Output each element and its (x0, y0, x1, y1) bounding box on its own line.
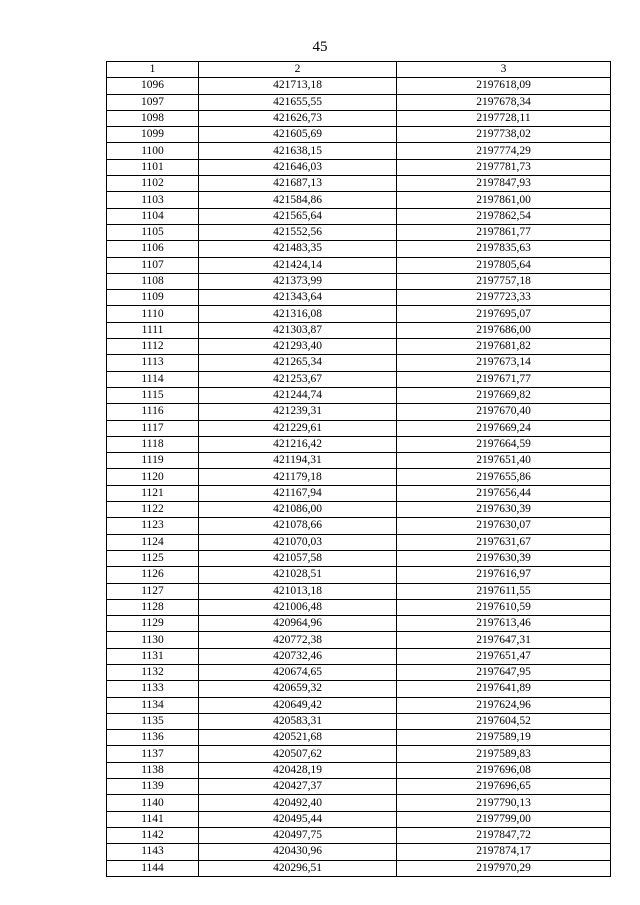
table-row (107, 306, 611, 322)
point-number-cell: 1110 (107, 306, 199, 322)
point-number-cell: 1136 (107, 730, 199, 746)
table-row (107, 730, 611, 746)
point-number-cell: 1124 (107, 534, 199, 550)
y-coordinate-cell: 2197611,55 (397, 583, 611, 599)
x-coordinate-cell: 421239,31 (199, 404, 397, 420)
y-coordinate-cell: 2197655,86 (397, 469, 611, 485)
x-coordinate-cell: 420659,32 (199, 681, 397, 697)
x-coordinate-cell: 421179,18 (199, 469, 397, 485)
point-number-cell: 1122 (107, 502, 199, 518)
point-number-cell: 1100 (107, 143, 199, 159)
y-coordinate-cell: 2197630,07 (397, 518, 611, 534)
y-coordinate-cell: 2197847,93 (397, 176, 611, 192)
x-coordinate-cell: 421057,58 (199, 550, 397, 566)
table-row (107, 371, 611, 387)
y-coordinate-cell: 2197738,02 (397, 127, 611, 143)
table-row (107, 697, 611, 713)
y-coordinate-cell: 2197656,44 (397, 485, 611, 501)
table-row (107, 762, 611, 778)
point-number-cell: 1120 (107, 469, 199, 485)
point-number-cell: 1097 (107, 94, 199, 110)
x-coordinate-cell: 421028,51 (199, 567, 397, 583)
x-coordinate-cell: 420492,40 (199, 795, 397, 811)
y-coordinate-cell: 2197651,40 (397, 453, 611, 469)
point-number-cell: 1111 (107, 322, 199, 338)
header-cell-2: 2 (199, 62, 397, 78)
point-number-cell: 1140 (107, 795, 199, 811)
y-coordinate-cell: 2197681,82 (397, 339, 611, 355)
x-coordinate-cell: 421078,66 (199, 518, 397, 534)
x-coordinate-cell: 420649,42 (199, 697, 397, 713)
x-coordinate-cell: 421229,61 (199, 420, 397, 436)
point-number-cell: 1143 (107, 844, 199, 860)
table-row (107, 779, 611, 795)
x-coordinate-cell: 421086,00 (199, 502, 397, 518)
x-coordinate-cell: 421293,40 (199, 339, 397, 355)
table-row (107, 143, 611, 159)
y-coordinate-cell: 2197835,63 (397, 241, 611, 257)
table-row (107, 550, 611, 566)
table-row (107, 583, 611, 599)
x-coordinate-cell: 420732,46 (199, 648, 397, 664)
x-coordinate-cell: 421655,55 (199, 94, 397, 110)
y-coordinate-cell: 2197618,09 (397, 78, 611, 94)
point-number-cell: 1102 (107, 176, 199, 192)
point-number-cell: 1138 (107, 762, 199, 778)
y-coordinate-cell: 2197805,64 (397, 257, 611, 273)
y-coordinate-cell: 2197589,19 (397, 730, 611, 746)
point-number-cell: 1117 (107, 420, 199, 436)
x-coordinate-cell: 421343,64 (199, 290, 397, 306)
y-coordinate-cell: 2197723,33 (397, 290, 611, 306)
table-row (107, 713, 611, 729)
y-coordinate-cell: 2197616,97 (397, 567, 611, 583)
point-number-cell: 1115 (107, 387, 199, 403)
x-coordinate-cell: 421303,87 (199, 322, 397, 338)
y-coordinate-cell: 2197630,39 (397, 502, 611, 518)
point-number-cell: 1135 (107, 713, 199, 729)
y-coordinate-cell: 2197610,59 (397, 599, 611, 615)
table-row (107, 632, 611, 648)
y-coordinate-cell: 2197696,08 (397, 762, 611, 778)
y-coordinate-cell: 2197641,89 (397, 681, 611, 697)
table-row (107, 502, 611, 518)
table-row (107, 159, 611, 175)
y-coordinate-cell: 2197647,31 (397, 632, 611, 648)
x-coordinate-cell: 421424,14 (199, 257, 397, 273)
point-number-cell: 1128 (107, 599, 199, 615)
table-row (107, 387, 611, 403)
y-coordinate-cell: 2197970,29 (397, 860, 611, 876)
y-coordinate-cell: 2197874,17 (397, 844, 611, 860)
y-coordinate-cell: 2197861,00 (397, 192, 611, 208)
table-row (107, 827, 611, 843)
y-coordinate-cell: 2197669,82 (397, 387, 611, 403)
point-number-cell: 1127 (107, 583, 199, 599)
point-number-cell: 1123 (107, 518, 199, 534)
y-coordinate-cell: 2197669,24 (397, 420, 611, 436)
table-row (107, 860, 611, 876)
header-cell-3: 3 (397, 62, 611, 78)
y-coordinate-cell: 2197604,52 (397, 713, 611, 729)
point-number-cell: 1105 (107, 224, 199, 240)
y-coordinate-cell: 2197630,39 (397, 550, 611, 566)
table-row (107, 339, 611, 355)
x-coordinate-cell: 421167,94 (199, 485, 397, 501)
point-number-cell: 1144 (107, 860, 199, 876)
table-row (107, 811, 611, 827)
x-coordinate-cell: 421605,69 (199, 127, 397, 143)
y-coordinate-cell: 2197624,96 (397, 697, 611, 713)
point-number-cell: 1133 (107, 681, 199, 697)
point-number-cell: 1108 (107, 273, 199, 289)
table-row (107, 616, 611, 632)
point-number-cell: 1113 (107, 355, 199, 371)
x-coordinate-cell: 421194,31 (199, 453, 397, 469)
y-coordinate-cell: 2197757,18 (397, 273, 611, 289)
point-number-cell: 1104 (107, 208, 199, 224)
x-coordinate-cell: 421483,35 (199, 241, 397, 257)
table-row (107, 681, 611, 697)
point-number-cell: 1132 (107, 664, 199, 680)
table-row (107, 420, 611, 436)
point-number-cell: 1139 (107, 779, 199, 795)
point-number-cell: 1119 (107, 453, 199, 469)
table-row (107, 795, 611, 811)
y-coordinate-cell: 2197799,00 (397, 811, 611, 827)
y-coordinate-cell: 2197774,29 (397, 143, 611, 159)
point-number-cell: 1103 (107, 192, 199, 208)
point-number-cell: 1129 (107, 616, 199, 632)
point-number-cell: 1137 (107, 746, 199, 762)
y-coordinate-cell: 2197651,47 (397, 648, 611, 664)
point-number-cell: 1142 (107, 827, 199, 843)
x-coordinate-cell: 421584,86 (199, 192, 397, 208)
table-row (107, 273, 611, 289)
y-coordinate-cell: 2197781,73 (397, 159, 611, 175)
table-row (107, 355, 611, 371)
y-coordinate-cell: 2197647,95 (397, 664, 611, 680)
x-coordinate-cell: 421216,42 (199, 436, 397, 452)
y-coordinate-cell: 2197862,54 (397, 208, 611, 224)
table-row (107, 567, 611, 583)
point-number-cell: 1109 (107, 290, 199, 306)
y-coordinate-cell: 2197673,14 (397, 355, 611, 371)
point-number-cell: 1112 (107, 339, 199, 355)
x-coordinate-cell: 421373,99 (199, 273, 397, 289)
table-row (107, 192, 611, 208)
x-coordinate-cell: 421316,08 (199, 306, 397, 322)
table-row (107, 290, 611, 306)
x-coordinate-cell: 420521,68 (199, 730, 397, 746)
x-coordinate-cell: 421013,18 (199, 583, 397, 599)
point-number-cell: 1098 (107, 110, 199, 126)
point-number-cell: 1125 (107, 550, 199, 566)
page-number: 45 (312, 39, 328, 55)
y-coordinate-cell: 2197589,83 (397, 746, 611, 762)
x-coordinate-cell: 420497,75 (199, 827, 397, 843)
header-cell-1: 1 (107, 62, 199, 78)
table-header (107, 62, 611, 78)
x-coordinate-cell: 421253,67 (199, 371, 397, 387)
point-number-cell: 1096 (107, 78, 199, 94)
table-row (107, 322, 611, 338)
x-coordinate-cell: 421638,15 (199, 143, 397, 159)
y-coordinate-cell: 2197728,11 (397, 110, 611, 126)
y-coordinate-cell: 2197861,77 (397, 224, 611, 240)
y-coordinate-cell: 2197790,13 (397, 795, 611, 811)
point-number-cell: 1106 (107, 241, 199, 257)
point-number-cell: 1126 (107, 567, 199, 583)
x-coordinate-cell: 421552,56 (199, 224, 397, 240)
table-row (107, 404, 611, 420)
table-row (107, 257, 611, 273)
x-coordinate-cell: 420296,51 (199, 860, 397, 876)
table-row (107, 176, 611, 192)
x-coordinate-cell: 421626,73 (199, 110, 397, 126)
x-coordinate-cell: 421687,13 (199, 176, 397, 192)
table-row (107, 110, 611, 126)
x-coordinate-cell: 420772,38 (199, 632, 397, 648)
x-coordinate-cell: 420583,31 (199, 713, 397, 729)
x-coordinate-cell: 421646,03 (199, 159, 397, 175)
table-row (107, 78, 611, 94)
point-number-cell: 1118 (107, 436, 199, 452)
x-coordinate-cell: 420428,19 (199, 762, 397, 778)
x-coordinate-cell: 421070,03 (199, 534, 397, 550)
y-coordinate-cell: 2197670,40 (397, 404, 611, 420)
x-coordinate-cell: 421565,64 (199, 208, 397, 224)
y-coordinate-cell: 2197664,59 (397, 436, 611, 452)
point-number-cell: 1141 (107, 811, 199, 827)
table-row (107, 518, 611, 534)
point-number-cell: 1101 (107, 159, 199, 175)
x-coordinate-cell: 421265,34 (199, 355, 397, 371)
table-row (107, 485, 611, 501)
table-row (107, 241, 611, 257)
table-row (107, 208, 611, 224)
y-coordinate-cell: 2197678,34 (397, 94, 611, 110)
point-number-cell: 1134 (107, 697, 199, 713)
y-coordinate-cell: 2197613,46 (397, 616, 611, 632)
point-number-cell: 1107 (107, 257, 199, 273)
table-row (107, 534, 611, 550)
point-number-cell: 1131 (107, 648, 199, 664)
table-row (107, 664, 611, 680)
table-row (107, 224, 611, 240)
coordinates-table (106, 61, 611, 877)
table-row (107, 436, 611, 452)
x-coordinate-cell: 421713,18 (199, 78, 397, 94)
y-coordinate-cell: 2197671,77 (397, 371, 611, 387)
point-number-cell: 1116 (107, 404, 199, 420)
header-row (107, 62, 611, 78)
x-coordinate-cell: 421006,48 (199, 599, 397, 615)
table-row (107, 844, 611, 860)
x-coordinate-cell: 420427,37 (199, 779, 397, 795)
y-coordinate-cell: 2197696,65 (397, 779, 611, 795)
table-row (107, 746, 611, 762)
x-coordinate-cell: 420495,44 (199, 811, 397, 827)
point-number-cell: 1099 (107, 127, 199, 143)
table-row (107, 469, 611, 485)
table-row (107, 648, 611, 664)
x-coordinate-cell: 421244,74 (199, 387, 397, 403)
point-number-cell: 1114 (107, 371, 199, 387)
table-row (107, 127, 611, 143)
point-number-cell: 1121 (107, 485, 199, 501)
x-coordinate-cell: 420674,65 (199, 664, 397, 680)
table-body (107, 78, 611, 877)
y-coordinate-cell: 2197631,67 (397, 534, 611, 550)
y-coordinate-cell: 2197695,07 (397, 306, 611, 322)
point-number-cell: 1130 (107, 632, 199, 648)
x-coordinate-cell: 420507,62 (199, 746, 397, 762)
y-coordinate-cell: 2197686,00 (397, 322, 611, 338)
y-coordinate-cell: 2197847,72 (397, 827, 611, 843)
table-row (107, 453, 611, 469)
table-row (107, 94, 611, 110)
x-coordinate-cell: 420964,96 (199, 616, 397, 632)
table-row (107, 599, 611, 615)
x-coordinate-cell: 420430,96 (199, 844, 397, 860)
